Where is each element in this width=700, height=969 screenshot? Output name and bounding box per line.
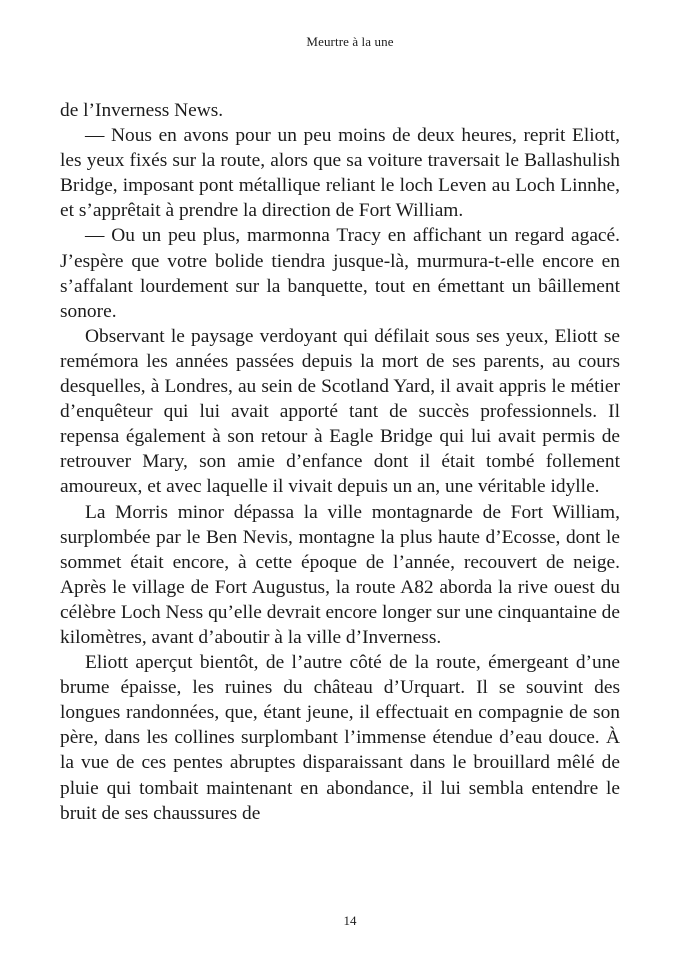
paragraph-continuation: de l’Inverness News. — [60, 100, 224, 121]
page-number: 14 — [343, 913, 357, 928]
paragraph-urquart: Eliott aperçut bientôt, de l’autre côté de la route, émergeant d’une brume épaisse, les ruines du château d’Urquart. Il se souvint des longues randonnées, que, étant jeune, il effectuait en compagnie de son père, dans les collines surplombant l’immense étendue d’eau douce. À la vue de ces pentes abruptes disparaissant dans le brouillard mêlé de pluie qui tombait maintenant en abondance, il lui sembla entendre le bruit de ses chaussures de — [60, 652, 620, 824]
paragraph-dialogue-eliott: — Nous en avons pour un peu moins de deux heures, reprit Eliott, les yeux fixés sur la route, alors que sa voiture traversait le Ballashulish Bridge, imposant pont métallique reliant le loch Leven au Loch Linnhe, et s’apprêtait à prendre la direction de Fort William. — [60, 125, 620, 222]
running-head-title: Meurtre à la une — [306, 34, 394, 49]
paragraph-memories: Observant le paysage verdoyant qui défilait sous ses yeux, Eliott se remémora les années passées depuis la mort de ses parents, au cours desquelles, à Londres, au sein de Scotland Yard, il avait appris le métier d’enquêteur qui lui avait apporté tant de succès professionnels. Il repensa également à son retour à Eagle Bridge qui lui avait permis de retrouver Mary, son amie d’enfance dont il était tombé follement amoureux, et avec laquelle il vivait depuis un an, une véritable idylle. — [60, 325, 620, 498]
paragraph-dialogue-tracy: — Ou un peu plus, marmonna Tracy en affichant un regard agacé. J’espère que votre bolide tiendra jusque-là, murmura-t-elle encore en s’affalant lourdement sur la banquette, tout en émettant un bâillement sonore. — [60, 225, 620, 322]
body-text — [60, 98, 620, 826]
paragraph-fort-william: La Morris minor dépassa la ville montagnarde de Fort William, surplombée par le Ben Nevis, montagne la plus haute d’Ecosse, dont le sommet était encore, à cette époque de l’année, recouvert de neige. Après le village de Fort Augustus, la route A82 aborda la rive ouest du célèbre Loch Ness qu’elle devrait encore longer sur une cinquantaine de kilomètres, avant d’aboutir à la ville d’Inverness. — [60, 501, 620, 648]
